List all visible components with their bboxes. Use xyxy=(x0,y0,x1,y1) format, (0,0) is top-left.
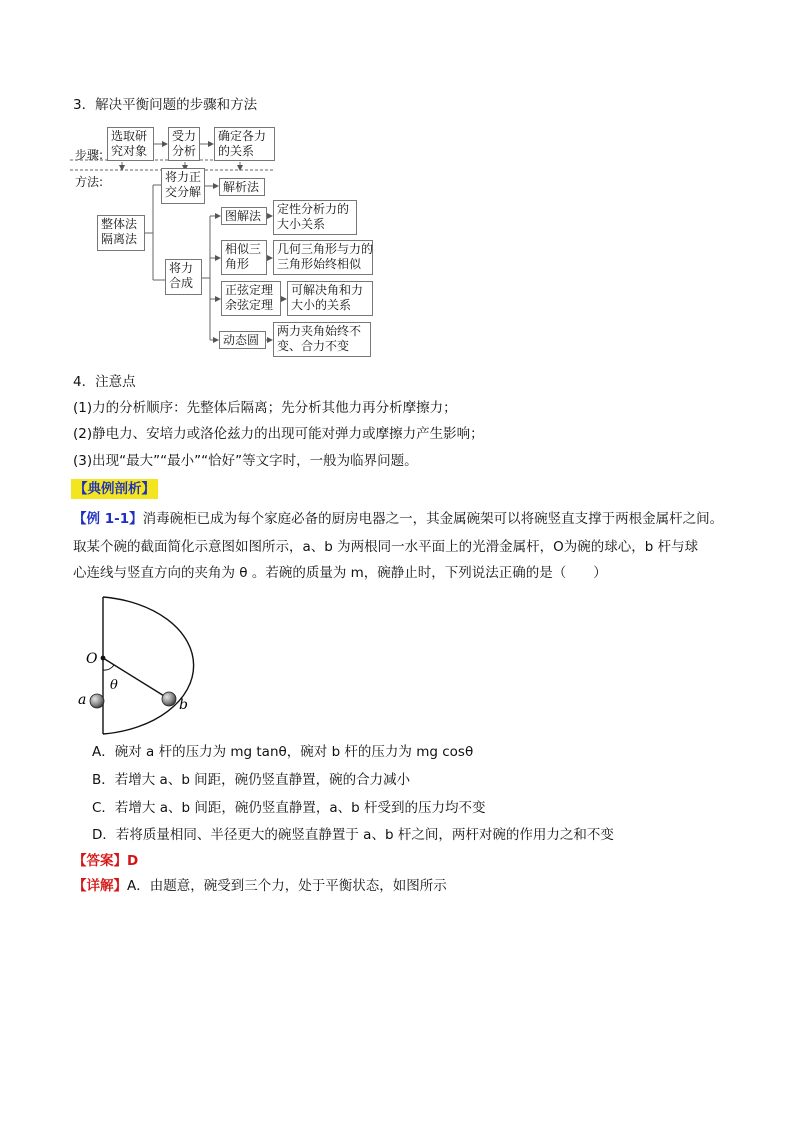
theta-arc xyxy=(103,665,114,670)
bowl-outline xyxy=(103,597,194,734)
flowchart-lines xyxy=(0,0,794,370)
step-force-analysis: 受力 分析 xyxy=(168,127,200,161)
circle-desc-box: 两力夹角始终不 变、合力不变 xyxy=(273,322,371,357)
graph-desc-box: 定性分析力的 大小关系 xyxy=(273,200,357,235)
detail-line: 【详解】A．由题意，碗受到三个力，处于平衡状态，如图所示 xyxy=(73,878,447,894)
label-theta: θ xyxy=(110,678,118,693)
example-line-3: 心连线与竖直方向的夹角为 θ 。若碗的质量为 m，碗静止时，下列说法正确的是（ ） xyxy=(73,565,607,581)
answer-line xyxy=(73,852,138,870)
whole-isolation-box: 整体法 隔离法 xyxy=(97,215,145,251)
sine-desc-box: 可解决角和力 大小的关系 xyxy=(287,281,373,316)
example-line-1: 【例 1-1】消毒碗柜已成为每个家庭必备的厨房电器之一，其金属碗架可以将碗竖直支撑于两根金属杆之间。 xyxy=(73,511,724,527)
similar-triangle-box: 相似三 角形 xyxy=(221,240,267,275)
sine-cosine-box: 正弦定理 余弦定理 xyxy=(221,281,281,316)
section4-heading: 4．注意点 xyxy=(73,374,136,390)
example-line-2: 取某个碗的截面简化示意图如图所示，a、b 为两根同一水平面上的光滑金属杆，O为碗的球心，b 杆与球 xyxy=(73,539,699,555)
compose-force-box: 将力 合成 xyxy=(165,259,202,295)
label-a: a xyxy=(78,692,87,708)
analytic-method-box: 解析法 xyxy=(219,178,265,196)
answer-value: D xyxy=(127,853,139,869)
example-tag: 【例 1-1】 xyxy=(73,511,143,527)
label-O: O xyxy=(86,651,98,667)
option-b: B．若增大 a、b 间距，碗仍竖直静置，碗的合力减小 xyxy=(92,772,411,788)
option-a: A．碗对 a 杆的压力为 mg tanθ，碗对 b 杆的压力为 mg cosθ xyxy=(92,744,474,760)
answer-tag: 【答案】 xyxy=(73,853,127,869)
example-banner: 【典例剖析】 xyxy=(71,479,158,499)
method-label: 方法: xyxy=(75,175,104,189)
step-select-object: 选取研 究对象 xyxy=(107,127,154,161)
option-c: C．若增大 a、b 间距，碗仍竖直静置，a、b 杆受到的压力均不变 xyxy=(92,800,486,816)
step-determine-relations: 确定各力 的关系 xyxy=(214,127,275,161)
note-item-2: (2)静电力、安培力或洛伦兹力的出现可能对弹力或摩擦力产生影响； xyxy=(73,426,484,442)
note-item-3: (3)出现“最大”“最小”“恰好”等文字时，一般为临界问题。 xyxy=(73,453,418,469)
note-item-1: (1)力的分析顺序：先整体后隔离；先分析其他力再分析摩擦力； xyxy=(73,400,457,416)
method-flowchart xyxy=(0,0,794,370)
rod-a xyxy=(90,694,104,708)
label-b: b xyxy=(179,697,188,713)
steps-label: 步骤: xyxy=(75,148,104,162)
orthogonal-decompose-box: 将力正 交分解 xyxy=(161,168,205,204)
dynamic-circle-box: 动态圆 xyxy=(219,331,266,349)
graph-method-box: 图解法 xyxy=(221,207,267,225)
similar-desc-box: 几何三角形与力的 三角形始终相似 xyxy=(273,240,373,275)
bowl-diagram xyxy=(72,592,212,742)
rod-b xyxy=(162,692,176,706)
section3-heading: 3．解决平衡问题的步骤和方法 xyxy=(73,97,258,113)
option-d: D．若将质量相同、半径更大的碗竖直静置于 a、b 杆之间，两杆对碗的作用力之和不变 xyxy=(92,827,614,843)
center-point xyxy=(101,656,106,661)
detail-tag: 【详解】 xyxy=(73,878,127,894)
